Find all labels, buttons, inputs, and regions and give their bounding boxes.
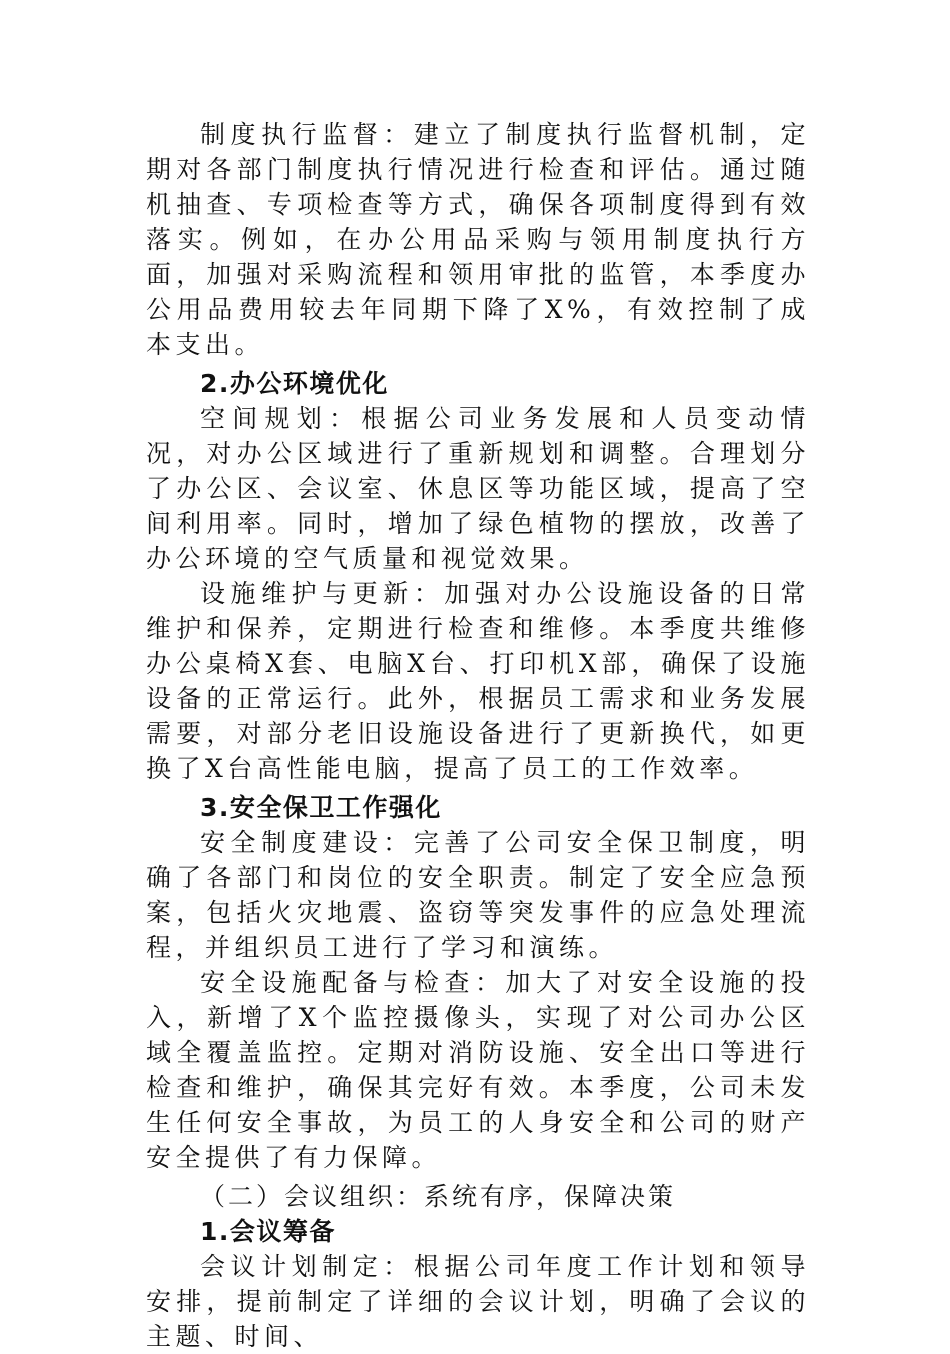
heading-security-work: 3.安全保卫工作强化 <box>200 793 442 822</box>
paragraph-safety-facilities: 安全设施配备与检查：加大了对安全设施的投入，新增了X个监控摄像头，实现了对公司办公区域全覆盖监控。定期对消防设施、安全出口等进行检查和维护，确保其完好有效。本季度，公司未发生任何安全事故，为员工的人身安全和公司的财产安全提供了有力保障。 <box>146 968 810 1172</box>
paragraph-meeting-plan: 会议计划制定：根据公司年度工作计划和领导安排，提前制定了详细的会议计划，明确了会议的主题、时间、 <box>146 1252 810 1351</box>
heading-office-environment: 2.办公环境优化 <box>200 369 389 398</box>
paragraph-space-planning: 空间规划：根据公司业务发展和人员变动情况，对办公区域进行了重新规划和调整。合理划分了办公区、会议室、休息区等功能区域，提高了空间利用率。同时，增加了绿色植物的摆放，改善了办公环境的空气质量和视觉效果。 <box>146 404 810 573</box>
heading-meeting-preparation: 1.会议筹备 <box>200 1217 336 1246</box>
document-body <box>146 117 810 1354</box>
paragraph-facility-maintenance: 设施维护与更新：加强对办公设施设备的日常维护和保养，定期进行检查和维修。本季度共维修办公桌椅X套、电脑X台、打印机X部，确保了设施设备的正常运行。此外，根据员工需求和业务发展需要，对部分老旧设施设备进行了更新换代，如更换了X台高性能电脑，提高了员工的工作效率。 <box>146 579 810 783</box>
paragraph-system-supervision: 制度执行监督：建立了制度执行监督机制，定期对各部门制度执行情况进行检查和评估。通过随机抽查、专项检查等方式，确保各项制度得到有效落实。例如，在办公用品采购与领用制度执行方面，加强对采购流程和领用审批的监管，本季度办公用品费用较去年同期下降了X%，有效控制了成本支出。 <box>146 120 810 359</box>
section-title-meeting-organization: （二）会议组织：系统有序，保障决策 <box>200 1182 677 1211</box>
paragraph-safety-system: 安全制度建设：完善了公司安全保卫制度，明确了各部门和岗位的安全职责。制定了安全应急预案，包括火灾地震、盗窃等突发事件的应急处理流程，并组织员工进行了学习和演练。 <box>146 828 810 962</box>
